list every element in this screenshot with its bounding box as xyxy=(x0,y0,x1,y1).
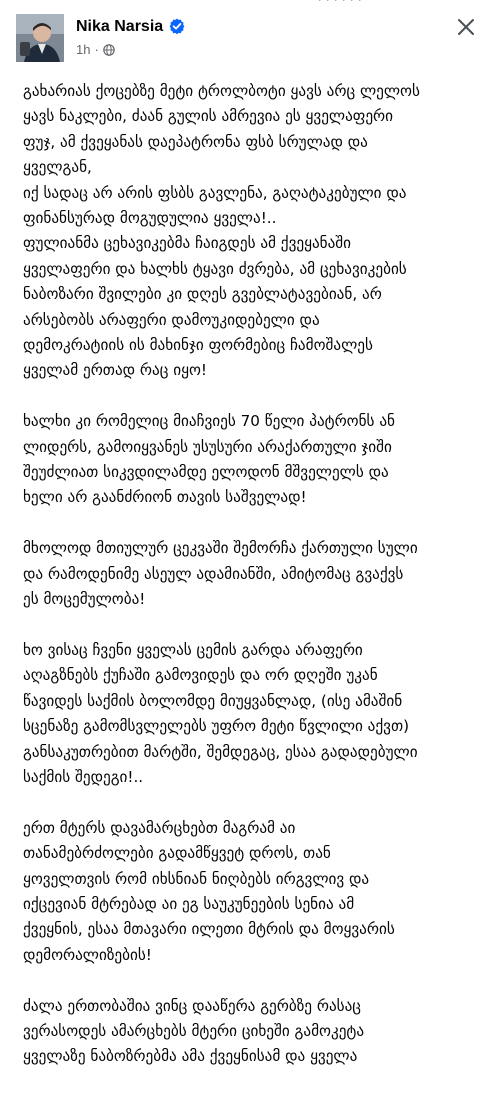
post-line: ძალა ერთობაშია ვინც დააწერა გერბზე რასაც xyxy=(23,996,361,1015)
post-paragraph xyxy=(23,816,485,968)
post-line: წავიდეს საქმის ბოლომდე მიუყვანლად, (ისე ამაშინ xyxy=(23,691,403,710)
post-line: ნაბოზარი შვილები კი დღეს გვებლატავებიან, არ xyxy=(23,285,382,304)
post-text xyxy=(23,79,485,1095)
verified-badge-icon xyxy=(169,18,185,39)
post-line: ყველაზე ნაბოზრებმა ამა ქვეყნისამ და ყველა xyxy=(23,1047,358,1066)
avatar[interactable] xyxy=(16,14,64,62)
post-line: განსაკუთრებით მარტში, შემდეგაც, ესაა გადადებული xyxy=(23,742,418,761)
post-line: შეუძლიათ სიკვდილამდე ელოდონ მშველელს და xyxy=(23,463,389,482)
post-line: ხელი არ გაანძრიონ თავის საშველად! xyxy=(23,488,307,507)
post-header xyxy=(16,12,483,62)
post-line: ყველაფერი და ხალხს ტყავი ძვრება, ამ ცეხავიკების xyxy=(23,259,407,278)
post-line: დემოკრატიის ის მახინჯი ფორმებიც ჩამოშალეს xyxy=(23,336,373,355)
post-line: ყველგან, xyxy=(23,158,92,177)
globe-icon[interactable] xyxy=(103,44,115,56)
post-line: ყავს ნაკლები, ძაან გულის ამრევია ეს ყველაფერი xyxy=(23,107,393,126)
post-line: არსებობს არაფერი დამოუკიდებელი და xyxy=(23,310,320,329)
post-line: მხოლოდ მთიულურ ცეკვაში შემორჩა ქართული სული xyxy=(23,539,418,558)
post-meta xyxy=(76,42,115,57)
post-line: და რამოდენიმე ასეულ ადამიანში, ამიტომაც გვაქვს xyxy=(23,564,404,583)
post-paragraph xyxy=(23,994,485,1070)
post-line: ვერასოდეს ამარცხებს მტერი ციხეში გამოკეტა xyxy=(23,1021,365,1040)
post-paragraph xyxy=(23,638,485,790)
post-line: იქ სადაც არ არის ფსბს გავლენა, გაღატაკებული და xyxy=(23,183,407,202)
author-name[interactable]: Nika Narsia xyxy=(76,18,164,35)
post-line: საქმის შედეგი!.. xyxy=(23,767,144,786)
post-line: ფულიანმა ცეხავიკებმა ჩაიგდეს ამ ქვეყანაში xyxy=(23,234,352,253)
post-line: გახარიას ქოცებზე მეტი ტროლბოტი ყავს არც ლელოს xyxy=(23,82,420,100)
meta-separator: · xyxy=(94,42,99,57)
post-line: ფუჯ, ამ ქვეყანას დაეპატრონა ფსბ სრულად და xyxy=(23,132,368,151)
post-paragraph xyxy=(23,536,485,612)
post-time[interactable]: 1h xyxy=(76,42,91,57)
post-line: აღაგზნებს ქუჩაში გამოვიდეს და ორ დღეში უკან xyxy=(23,666,378,685)
post-line: ეს მოცემულობა! xyxy=(23,590,146,609)
post-line: ყოველთვის რომ იხსნიან ნიღბებს ირგვლივ და xyxy=(23,869,370,888)
close-button[interactable] xyxy=(453,16,479,42)
post-line: ხო ვისაც ჩვენი ყველას ცემის გარდა არაფერი xyxy=(23,640,363,659)
post-paragraph xyxy=(23,79,485,384)
post-line: ქვეყნის, ესაა მთავარი ილეთი მტრის და მოყვარის xyxy=(23,920,395,939)
status-bar-fragment: · · · · · · xyxy=(318,0,362,7)
post-line: ყველამ ერთად რაც იყო! xyxy=(23,361,207,380)
post-line: ლიდერს, გამოიყვანეს უსუსური არაქართული ჯიში xyxy=(23,437,392,456)
post-line: თანამებრძოლები გადამწყვეტ დროს, თან xyxy=(23,844,331,863)
close-icon xyxy=(456,17,476,41)
post-line: სცენაზე გამომსვლელებს უფრო მეტი წვლილი აქვთ) xyxy=(23,717,410,736)
post-line: ფინანსურად მოგუდულია ყველა!.. xyxy=(23,209,277,228)
author-name-row[interactable] xyxy=(76,18,185,39)
post-line: ხალხი კი რომელიც მიაჩვიეს 70 წელი პატრონს ან xyxy=(23,412,395,431)
post-line: ერთ მტერს დავამარცხებთ მაგრამ აი xyxy=(23,818,296,837)
post-line: იქცევიან მტრებად აი ეგ საუკუნეების სენია ამ xyxy=(23,894,355,913)
post-line: დემორალიზების! xyxy=(23,945,152,964)
post-paragraph xyxy=(23,409,485,511)
